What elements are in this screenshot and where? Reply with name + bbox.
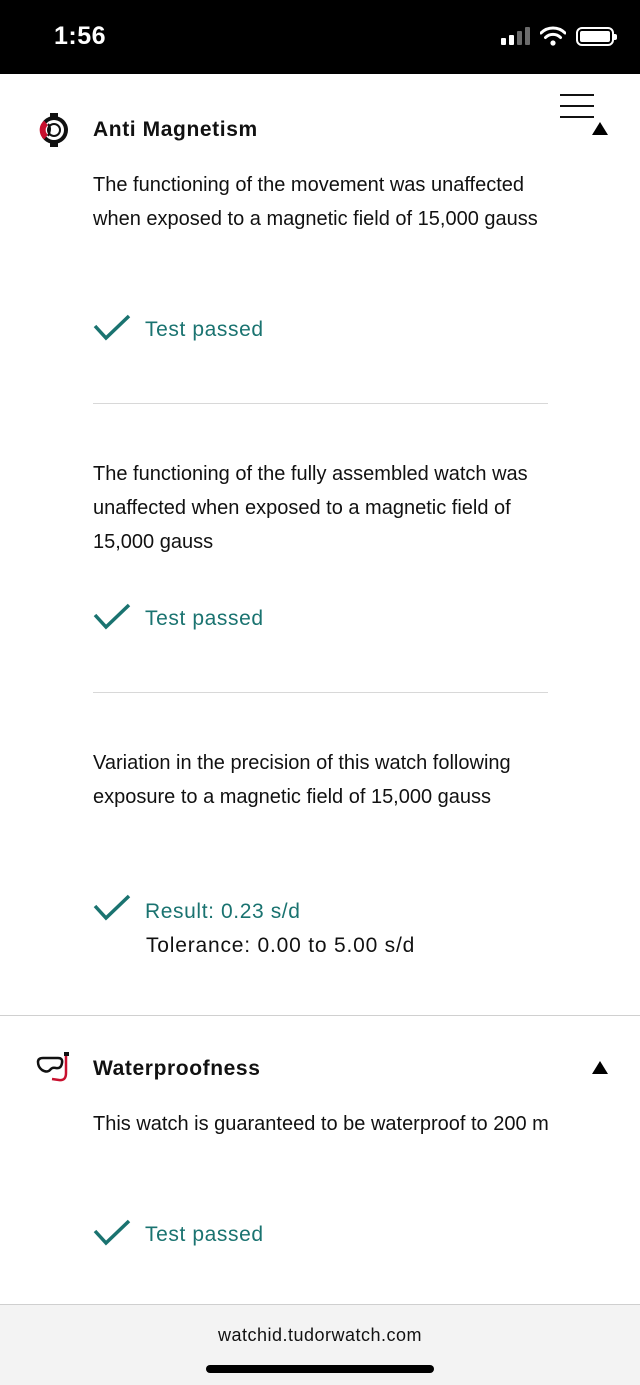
- section-header-anti-magnetism[interactable]: [0, 110, 640, 150]
- section-title: Waterproofness: [93, 1057, 261, 1080]
- result-label: Test passed: [145, 1223, 264, 1246]
- diving-mask-icon: [34, 1049, 74, 1089]
- checkmark-icon: [93, 314, 131, 342]
- status-icons: [501, 26, 614, 46]
- test-description: Variation in the precision of this watch following exposure to a magnetic field of 15,000 gauss: [93, 752, 511, 808]
- test-description: The functioning of the fully assembled watch was unaffected when exposed to a magnetic field of 15,000 gauss: [93, 463, 528, 553]
- section-header-waterproofness[interactable]: [0, 1049, 640, 1089]
- collapse-arrow-icon[interactable]: [592, 1061, 608, 1074]
- checkmark-icon: [93, 894, 131, 922]
- magnet-watch-icon: [34, 110, 74, 150]
- test-description: The functioning of the movement was unaffected when exposed to a magnetic field of 15,000 gauss: [93, 174, 538, 230]
- checkmark-icon: [93, 603, 131, 631]
- status-time: 1:56: [54, 22, 107, 50]
- section-divider: [0, 1015, 640, 1016]
- tolerance-value: Tolerance: 0.00 to 5.00 s/d: [146, 934, 416, 957]
- collapse-arrow-icon[interactable]: [592, 122, 608, 135]
- status-bar: [0, 0, 640, 74]
- url-text[interactable]: watchid.tudorwatch.com: [217, 1325, 423, 1345]
- signal-icon: [501, 27, 530, 45]
- checkmark-icon: [93, 1219, 131, 1247]
- result-label: Test passed: [145, 607, 264, 630]
- result-value: Result: 0.23 s/d: [145, 900, 301, 923]
- divider: [93, 403, 548, 404]
- result-label: Test passed: [145, 318, 264, 341]
- wifi-icon: [540, 26, 566, 46]
- home-indicator[interactable]: [206, 1365, 434, 1373]
- test-description: This watch is guaranteed to be waterproof to 200 m: [93, 1113, 549, 1135]
- browser-url-bar[interactable]: [0, 1304, 640, 1385]
- battery-icon: [576, 27, 614, 46]
- section-title: Anti Magnetism: [93, 118, 258, 141]
- divider: [93, 692, 548, 693]
